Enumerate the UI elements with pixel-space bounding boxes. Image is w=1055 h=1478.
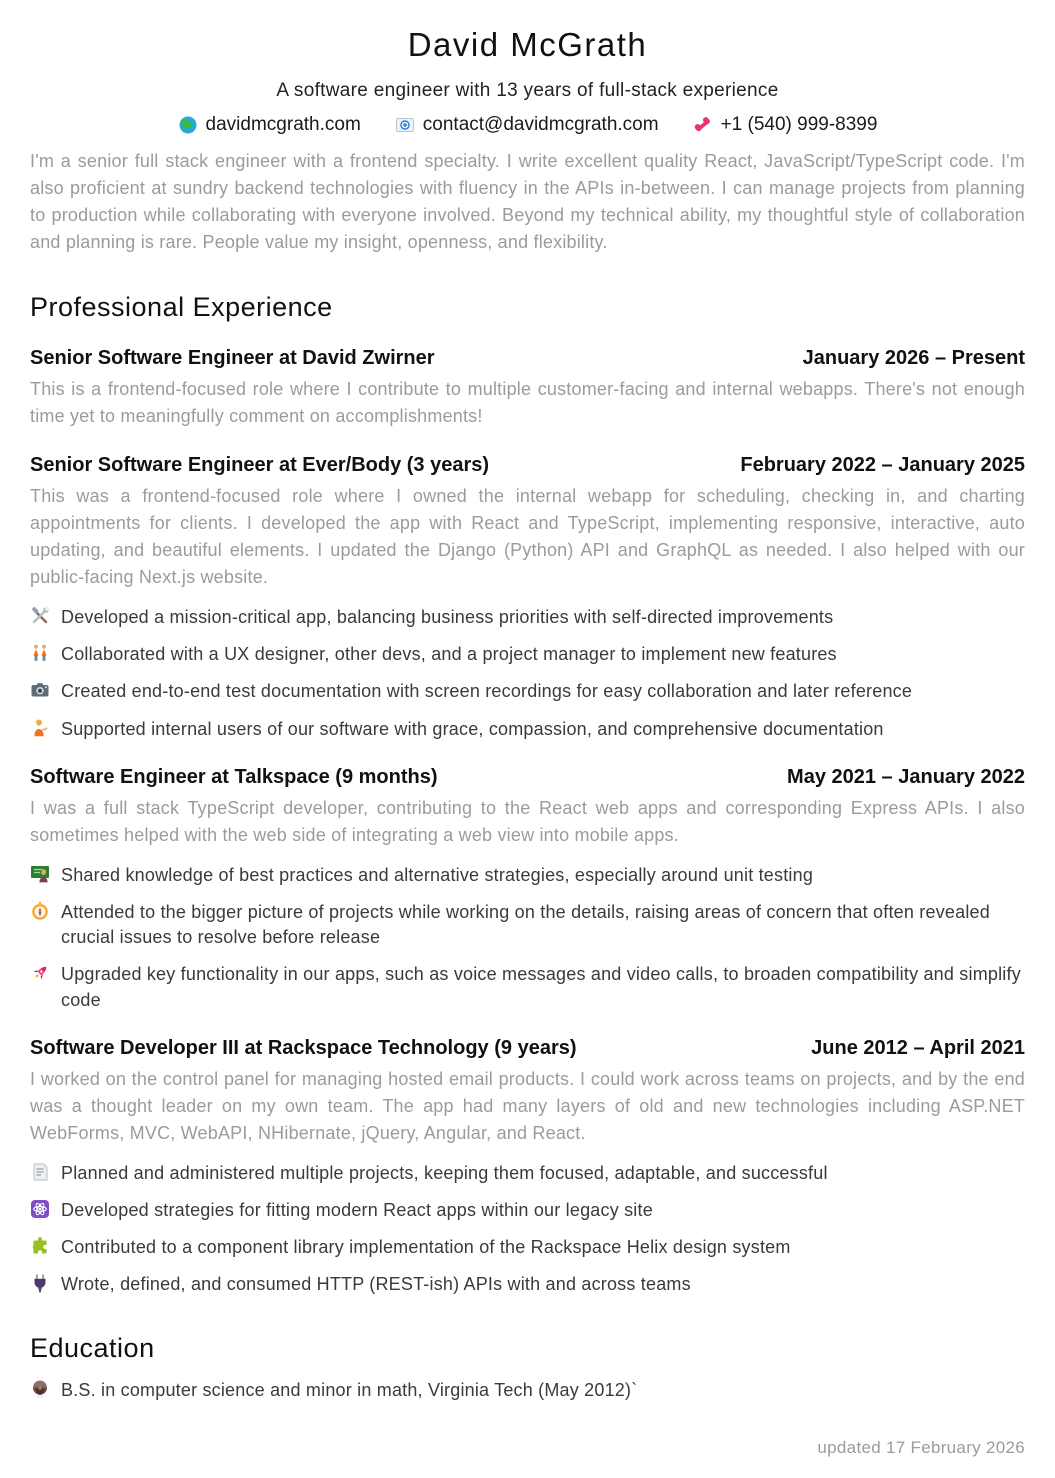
list-item: [30, 1198, 1025, 1223]
email-icon: [395, 115, 415, 135]
list-item: [30, 642, 1025, 667]
atom-icon: [30, 1199, 50, 1219]
list-item: [30, 863, 1025, 888]
bullet-text: Supported internal users of our software with grace, compassion, and comprehensive documentation: [61, 718, 884, 739]
list-item: [30, 1378, 1025, 1403]
job-dates: February 2022 – January 2025: [740, 454, 1025, 476]
list-item: [30, 1272, 1025, 1297]
bullet-text: Collaborated with a UX designer, other devs, and a project manager to implement new features: [61, 644, 837, 665]
bullet-text: Created end-to-end test documentation with screen recordings for easy collaboration and later reference: [61, 681, 913, 702]
list-item: [30, 679, 1025, 704]
rocket-icon: [30, 963, 50, 983]
job-title: Senior Software Engineer at Ever/Body (3 years): [30, 454, 490, 476]
job-title: Software Engineer at Talkspace (9 months): [30, 765, 438, 788]
list-item: [30, 717, 1025, 742]
education-heading: Education: [30, 1333, 155, 1364]
bullet-list: [30, 863, 1025, 1013]
website-link[interactable]: davidmcgrath.com: [205, 114, 361, 135]
document-icon: [30, 1162, 50, 1182]
hammer-wrench-icon: [30, 606, 50, 626]
phone-icon: [693, 115, 713, 135]
job-header: [30, 454, 1025, 477]
list-item: [30, 900, 1025, 950]
contact-website: [178, 114, 361, 136]
job-header: [30, 1037, 1025, 1060]
plug-icon: [30, 1273, 50, 1293]
contact-email: [395, 114, 659, 136]
bullet-text: B.S. in computer science and minor in math, Virginia Tech (May 2012)`: [61, 1380, 638, 1401]
job-dates: June 2012 – April 2021: [811, 1036, 1025, 1059]
updated-timestamp: updated 17 February 2026: [817, 1437, 1025, 1457]
job-talkspace: [30, 766, 1025, 1013]
education-list: [30, 1378, 1025, 1403]
teacher-icon: [30, 864, 50, 884]
job-rackspace: [30, 1037, 1025, 1298]
bullet-text: Wrote, defined, and consumed HTTP (REST-ish) APIs with and across teams: [61, 1274, 691, 1295]
job-description: I worked on the control panel for managing hosted email products. I could work across teams on projects, and by the end was a thought leader on my own team. The app had many layers of old and new technologies including ASP.NET WebForms, MVC, WebAPI, NHibernate, jQuery, Angular, and React.: [30, 1068, 1025, 1143]
contact-row: [30, 114, 1025, 136]
bullet-list: [30, 1161, 1025, 1298]
job-title: Software Developer III at Rackspace Technology (9 years): [30, 1036, 577, 1059]
contact-phone: [693, 114, 878, 136]
person-tipping-hand-icon: [30, 718, 50, 738]
bullet-list: [30, 605, 1025, 742]
bullet-text: Contributed to a component library implementation of the Rackspace Helix design system: [61, 1237, 791, 1258]
phone-link[interactable]: +1 (540) 999-8399: [720, 114, 878, 135]
experience-heading: Professional Experience: [30, 292, 333, 322]
compass-icon: [30, 901, 50, 921]
summary-paragraph: I'm a senior full stack engineer with a frontend specialty. I write excellent quality React, JavaScript/TypeScript code. I'm also proficient at sundry backend technologies with fluency in the APIs in-between. I can manage projects from planning to production while collaborating with everyone involved. Beyond my technical ability, my thoughtful style of collaboration and planning is rare. People value my insight, openness, and flexibility.: [30, 151, 1025, 252]
list-item: [30, 1235, 1025, 1260]
two-people-icon: [30, 643, 50, 663]
job-dates: May 2021 – January 2022: [787, 765, 1025, 788]
job-dates: January 2026 – Present: [802, 347, 1025, 369]
puzzle-icon: [30, 1236, 50, 1256]
job-header: [30, 766, 1025, 789]
bullet-text: Shared knowledge of best practices and alternative strategies, especially around unit testing: [61, 864, 814, 885]
job-description: This is a frontend-focused role where I contribute to multiple customer-facing and internal webapps. There's not enough time yet to meaningfully comment on accomplishments!: [30, 379, 1025, 426]
page-title: David McGrath: [407, 26, 648, 63]
job-david-zwirner: [30, 347, 1025, 430]
email-link[interactable]: contact@davidmcgrath.com: [422, 114, 659, 135]
bullet-text: Upgraded key functionality in our apps, such as voice messages and video calls, to broaden compatibility and simplify code: [61, 964, 1021, 1010]
job-ever-body: [30, 454, 1025, 742]
camera-icon: [30, 680, 50, 700]
job-description: I was a full stack TypeScript developer, contributing to the React web apps and corresponding Express APIs. I also sometimes helped with the web side of integrating a web view into mobile apps.: [30, 797, 1025, 845]
job-description: This was a frontend-focused role where I owned the internal webapp for scheduling, checking in, and charting appointments for clients. I developed the app with React and TypeScript, implementing responsive, interactive, auto updating, and beautiful elements. I updated the Django (Python) API and GraphQL as needed. I also helped with our public-facing Next.js website.: [30, 486, 1025, 587]
bullet-text: Developed a mission-critical app, balancing business priorities with self-directed improvements: [61, 607, 834, 627]
job-title: Senior Software Engineer at David Zwirner: [30, 347, 435, 369]
list-item: [30, 1161, 1025, 1186]
job-header: [30, 347, 1025, 370]
turkey-icon: [30, 1379, 50, 1399]
list-item: [30, 605, 1025, 630]
globe-icon: [178, 115, 198, 135]
bullet-text: Developed strategies for fitting modern React apps within our legacy site: [61, 1199, 653, 1220]
bullet-text: Attended to the bigger picture of projects while working on the details, raising areas of concern that often revealed crucial issues to resolve before release: [61, 901, 990, 948]
tagline: A software engineer with 13 years of full-stack experience: [276, 80, 779, 101]
list-item: [30, 962, 1025, 1012]
bullet-text: Planned and administered multiple projects, keeping them focused, adaptable, and successful: [61, 1162, 828, 1183]
